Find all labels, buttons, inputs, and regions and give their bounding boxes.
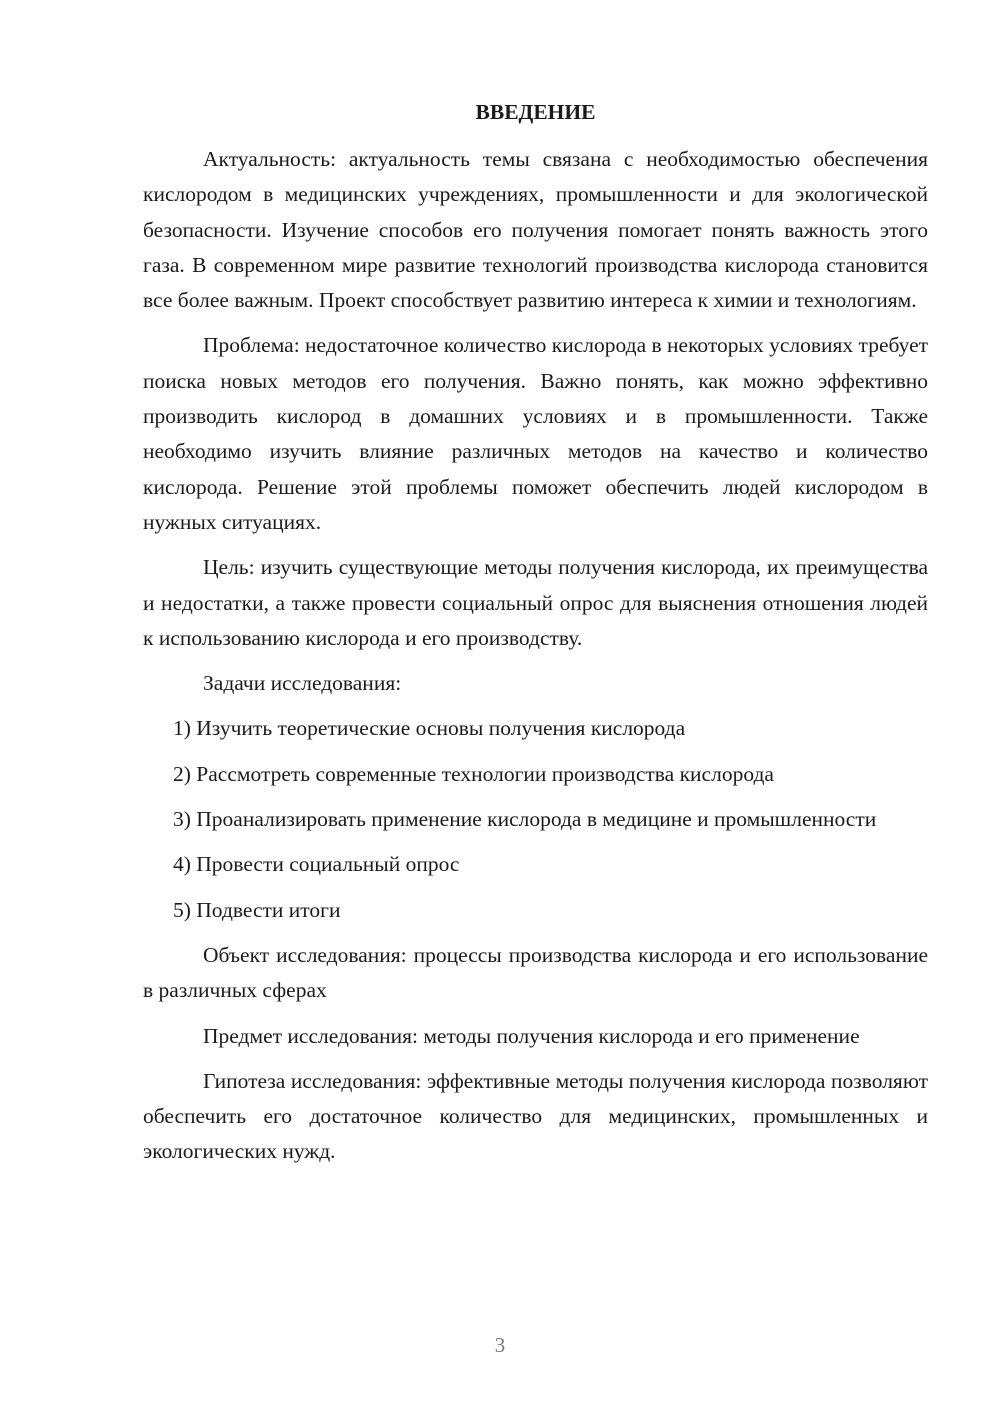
tasks-heading: Задачи исследования: xyxy=(203,671,402,696)
relevance-paragraph: Актуальность: актуальность темы связана с необходимостью обеспечения кислородом в медицинских учреждениях, промышленности и для экологической безопасности. Изучение способов его получения помогает понять важность этого газа. В современном мире развитие технологий производства кислорода становится все более важным. Проект способствует развитию интереса к химии и технологиям. xyxy=(143,147,928,313)
task-item-3: 3) Проанализировать применение кислорода в медицине и промышленности xyxy=(173,807,877,832)
goal-paragraph: Цель: изучить существующие методы получения кислорода, их преимущества и недостатки, а также провести социальный опрос для выяснения отношения людей к использованию кислорода и его производству. xyxy=(143,555,928,650)
task-item-1: 1) Изучить теоретические основы получения кислорода xyxy=(173,716,686,741)
task-item-5: 5) Подвести итоги xyxy=(173,897,341,922)
page-number: 3 xyxy=(494,1333,506,1357)
subject-paragraph: Предмет исследования: методы получения кислорода и его применение xyxy=(203,1023,860,1048)
task-item-2: 2) Рассмотреть современные технологии производства кислорода xyxy=(173,761,774,786)
object-paragraph: Объект исследования: процессы производства кислорода и его использование в различных сферах xyxy=(143,942,928,1003)
task-item-4: 4) Провести социальный опрос xyxy=(173,852,460,877)
section-heading: ВВЕДЕНИЕ xyxy=(475,100,596,124)
document-page xyxy=(143,95,928,1180)
problem-paragraph: Проблема: недостаточное количество кислорода в некоторых условиях требует поиска новых методов его получения. Важно понять, как можно эффективно производить кислород в домашних условиях и в промышленности. Также необходимо изучить влияние различных методов на качество и количество кислорода. Решение этой проблемы поможет обеспечить людей кислородом в нужных ситуациях. xyxy=(143,333,929,534)
hypothesis-paragraph: Гипотеза исследования: эффективные методы получения кислорода позволяют обеспечить его достаточное количество для медицинских, промышленных и экологических нужд. xyxy=(143,1068,928,1164)
